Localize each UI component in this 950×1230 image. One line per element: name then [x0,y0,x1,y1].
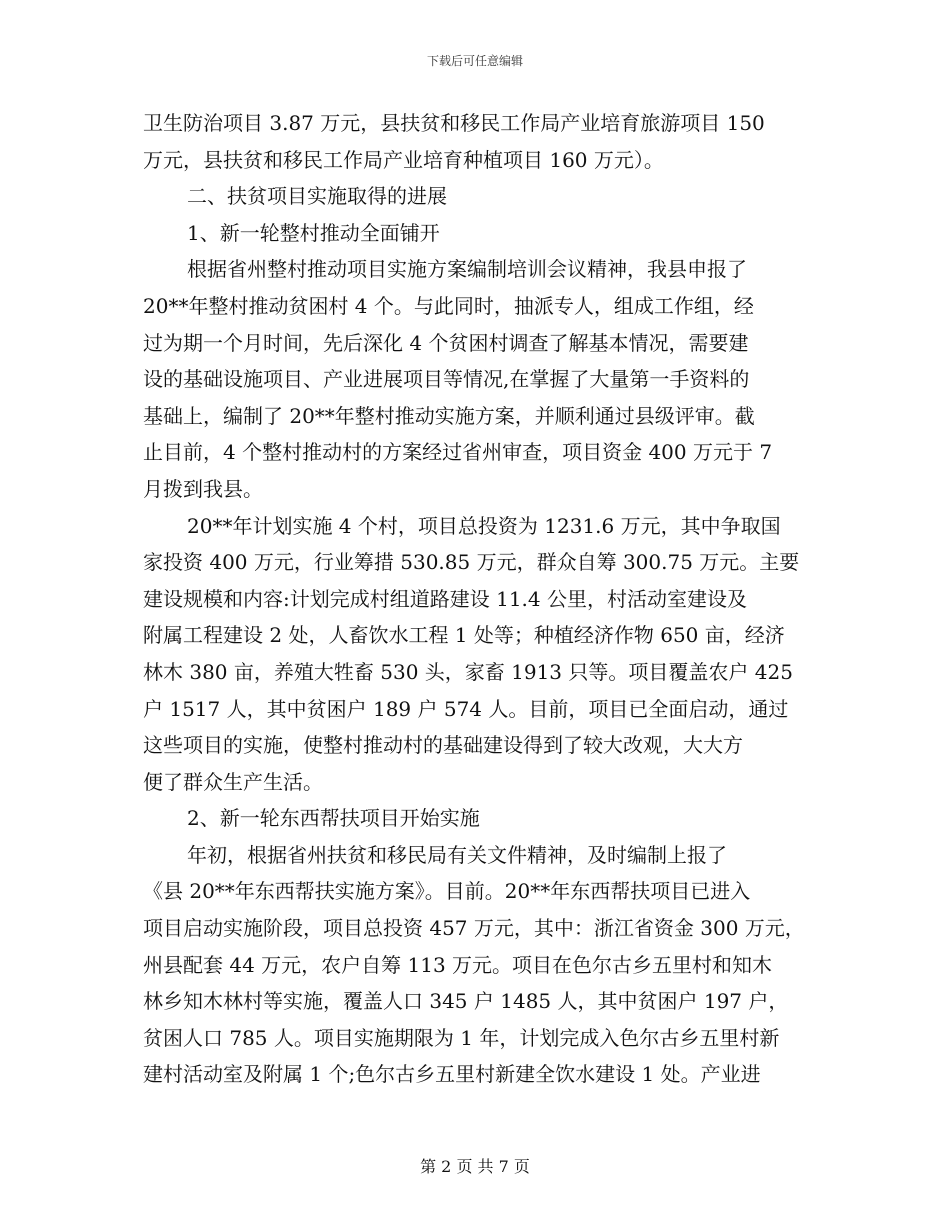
text-line: 贫困人口 785 人。项目实施期限为 1 年，计划完成入色尔古乡五里村新 [143,1025,780,1050]
text-line: 根据省州整村推动项目实施方案编制培训会议精神，我县申报了 [187,257,747,282]
page-header: 下载后可任意编辑 [426,54,523,68]
text-line: 20**年整村推动贫困村 4 个。与此同时，抽派专人，组成工作组，经 [143,293,754,318]
text-line: 20**年计划实施 4 个村，项目总投资为 1231.6 万元，其中争取国 [187,513,781,538]
page-footer: 第 2 页 共 7 页 [420,1157,530,1176]
text-line: 设的基础设施项目、产业进展项目等情况,在掌握了大量第一手资料的 [143,367,750,392]
text-line: 卫生防治项目 3.87 万元，县扶贫和移民工作局产业培育旅游项目 150 [143,111,765,135]
text-line: 这些项目的实施，使整村推动村的基础建设得到了较大改观，大大方 [143,733,743,758]
text-line: 州县配套 44 万元，农户自筹 113 万元。项目在色尔古乡五里村和知木 [143,952,773,977]
text-line: 《县 20**年东西帮扶实施方案》。目前。20**年东西帮扶项目已进入 [143,879,751,904]
text-line: 家投资 400 万元，行业筹措 530.85 万元，群众自筹 300.75 万元。主要 [143,550,800,575]
text-line: 1、新一轮整村推动全面铺开 [187,220,440,245]
text-line: 林乡知木林村等实施，覆盖人口 345 户 1485 人，其中贫困户 197 户， [143,989,789,1014]
text-line: 2、新一轮东西帮扶项目开始实施 [187,806,480,831]
text-line: 过为期一个月时间，先后深化 4 个贫困村调查了解基本情况，需要建 [143,330,749,355]
text-line: 二、扶贫项目实施取得的进展 [187,184,447,209]
document-body [143,105,815,1093]
text-line: 基础上，编制了 20**年整村推动实施方案，并顺利通过县级评审。截 [143,403,755,428]
text-line: 林木 380 亩，养殖大牲畜 530 头，家畜 1913 只等。项目覆盖农户 425 [143,659,793,684]
text-line: 项目启动实施阶段，项目总投资 457 万元，其中：浙江省资金 300 万元， [143,916,805,941]
text-line: 年初，根据省州扶贫和移民局有关文件精神，及时编制上报了 [187,842,727,867]
text-line: 万元，县扶贫和移民工作局产业培育种植项目 160 万元）。 [143,147,664,172]
text-line: 便了群众生产生活。 [143,769,323,794]
text-line: 月拨到我县。 [143,476,263,501]
text-line: 建村活动室及附属 1 个;色尔古乡五里村新建全饮水建设 1 处。产业进 [143,1062,761,1087]
text-line: 止目前，4 个整村推动村的方案经过省州审查，项目资金 400 万元于 7 [143,440,773,465]
text-line: 建设规模和内容:计划完成村组道路建设 11.4 公里，村活动室建设及 [143,586,747,611]
text-line: 附属工程建设 2 处，人畜饮水工程 1 处等；种植经济作物 650 亩，经济 [143,623,785,648]
text-line: 户 1517 人，其中贫困户 189 户 574 人。目前，项目已全面启动，通过 [143,696,789,721]
